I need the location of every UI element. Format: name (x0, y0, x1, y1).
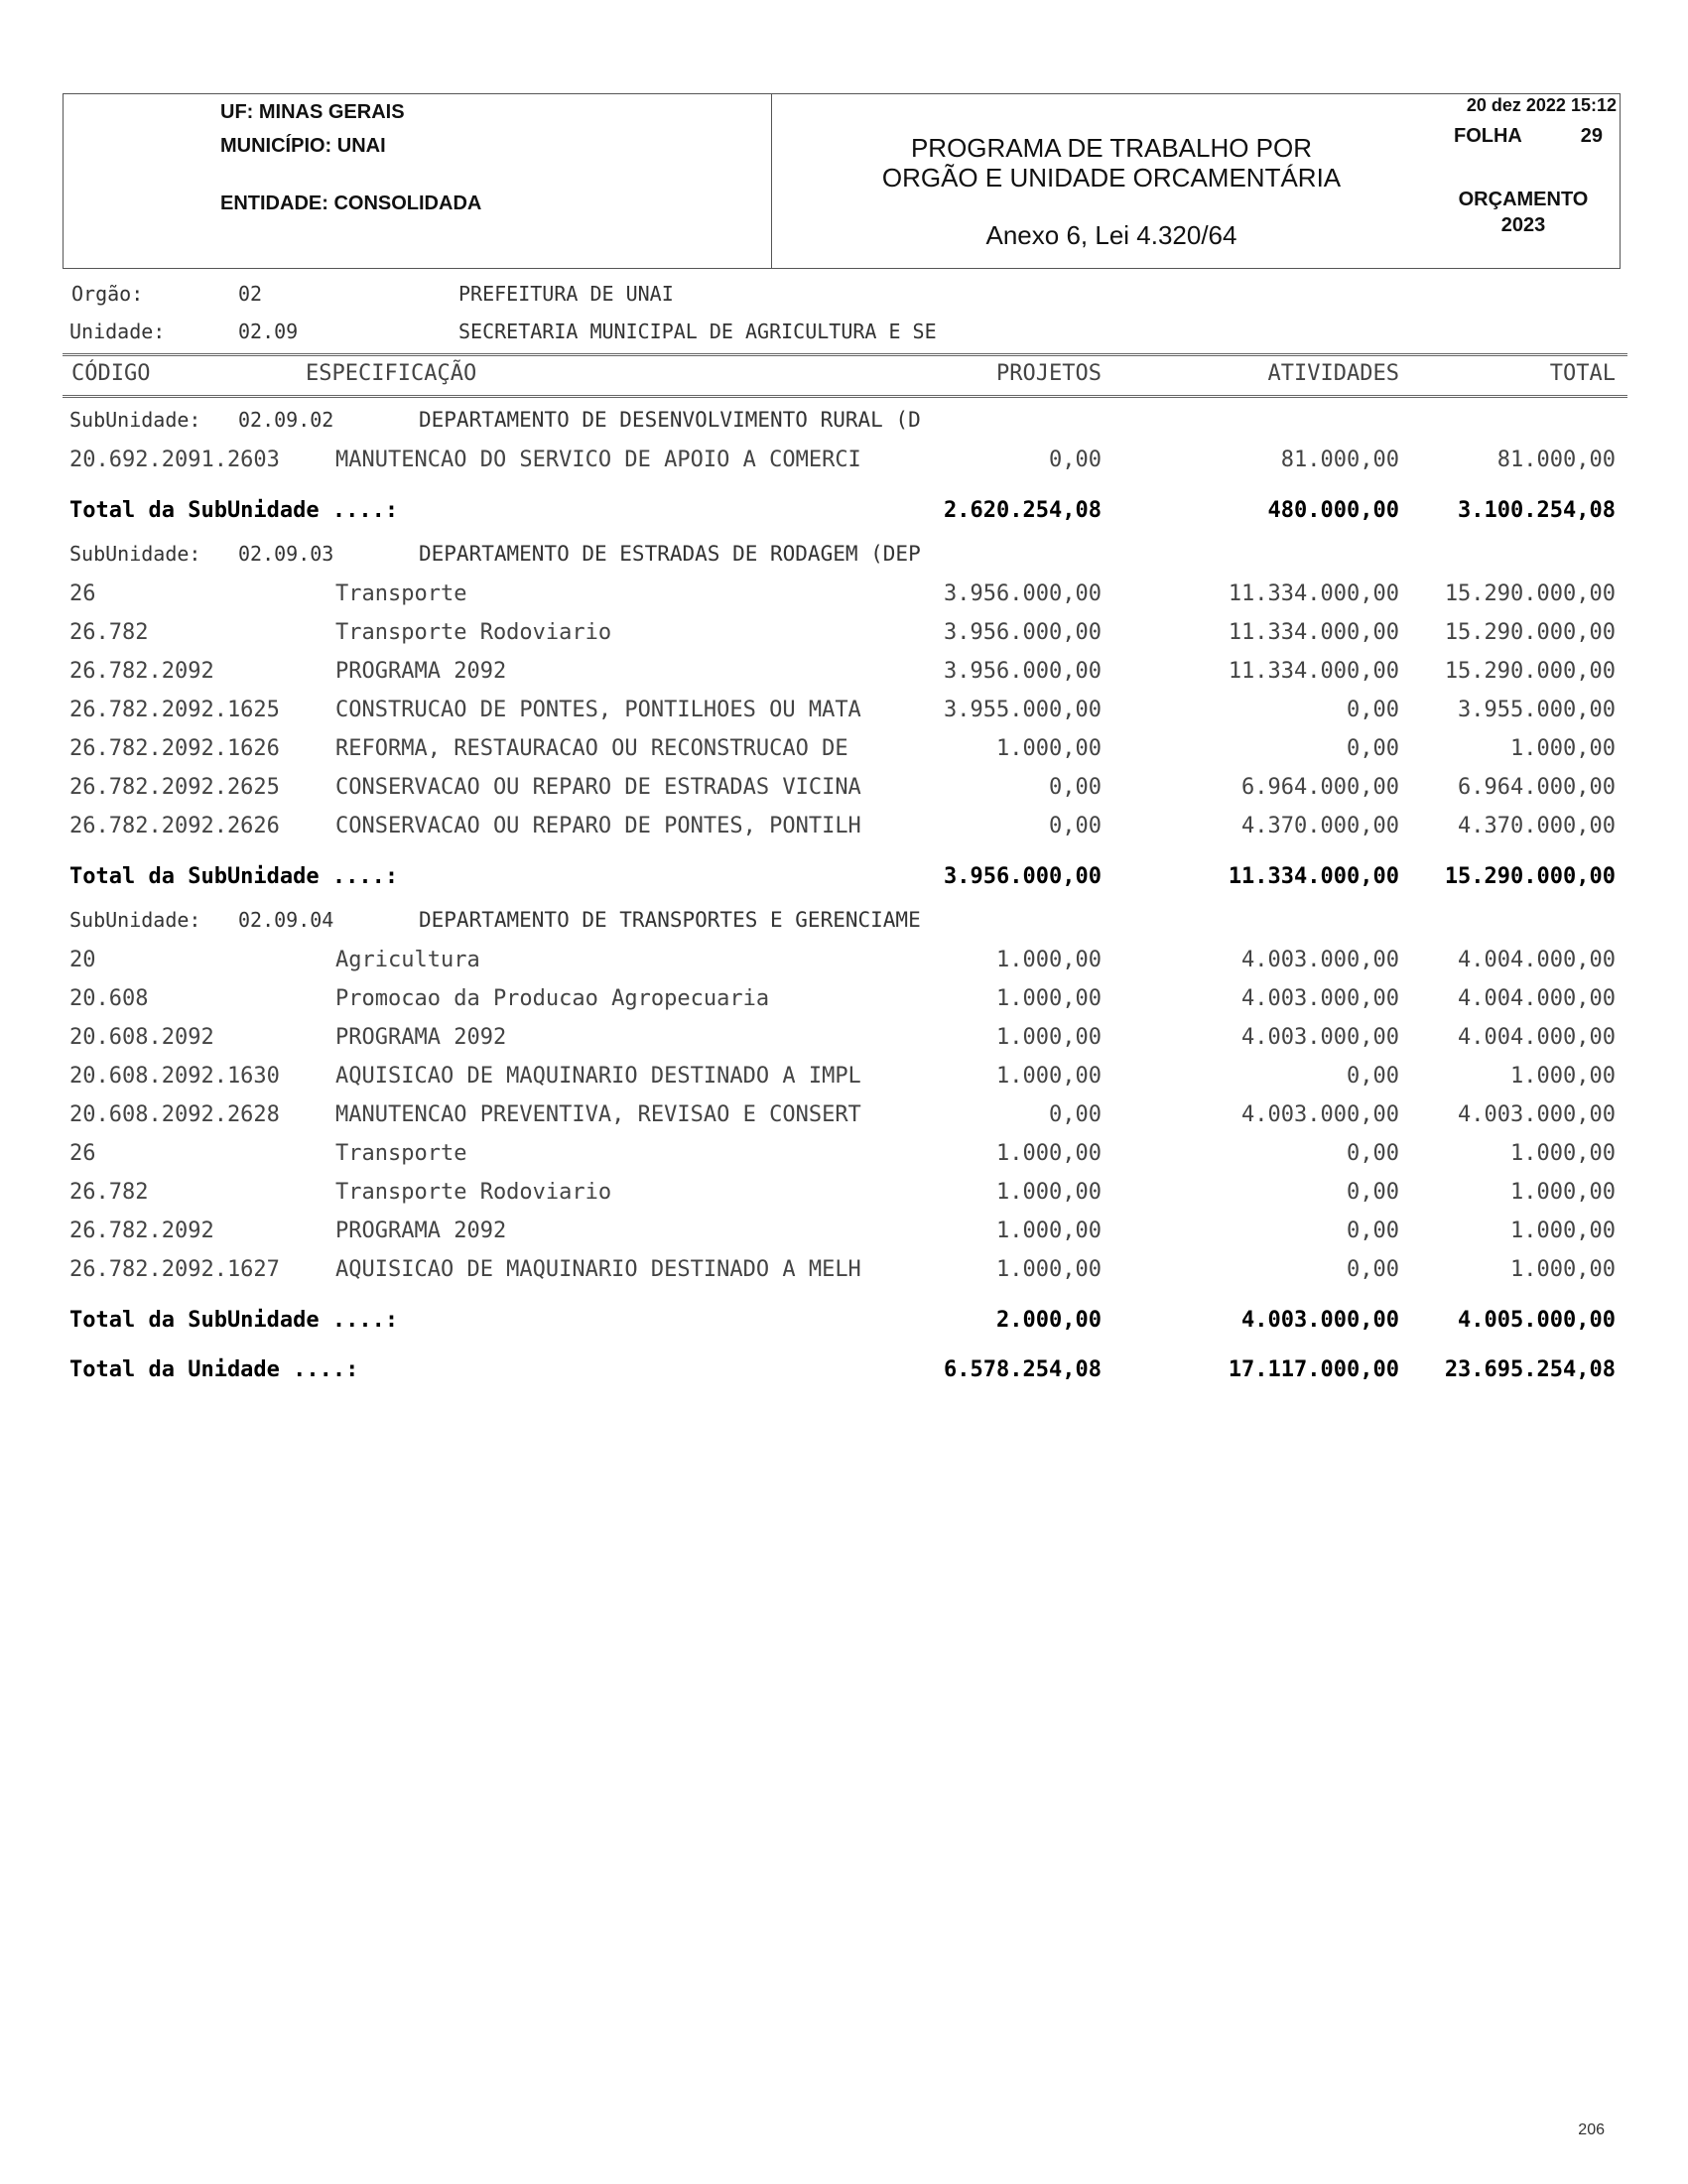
row-desc: Transporte Rodoviario (335, 620, 612, 645)
subunidade-total-row (69, 1308, 1618, 1340)
row-desc: Promocao da Producao Agropecuaria (335, 986, 770, 1011)
row-atividades: 0,00 (1347, 1257, 1399, 1282)
row-atividades: 0,00 (1347, 1141, 1399, 1166)
orgao-label: Orgão: (71, 282, 144, 306)
table-row (69, 448, 1618, 479)
column-headers (69, 361, 1618, 393)
row-total: 15.290.000,00 (1444, 581, 1616, 606)
row-projetos: 1.000,00 (996, 1180, 1102, 1205)
row-atividades: 4.003.000,00 (1241, 1102, 1399, 1127)
row-desc: REFORMA, RESTAURACAO OU RECONSTRUCAO DE (335, 736, 848, 761)
row-code: 26.782.2092 (69, 1219, 214, 1243)
page-number: 206 (1578, 2121, 1605, 2138)
total-atividades: 17.117.000,00 (1228, 1357, 1399, 1382)
table-row (69, 1180, 1618, 1212)
row-atividades: 0,00 (1347, 1219, 1399, 1243)
total-projetos: 6.578.254,08 (944, 1357, 1102, 1382)
row-total: 1.000,00 (1510, 1064, 1616, 1089)
row-atividades: 11.334.000,00 (1228, 581, 1399, 606)
total-label: Total da SubUnidade ....: (69, 498, 399, 523)
row-projetos: 1.000,00 (996, 1025, 1102, 1050)
unidade-code: 02.09 (238, 320, 299, 343)
row-desc: PROGRAMA 2092 (335, 1025, 507, 1050)
row-code: 26.782.2092.2625 (69, 775, 280, 800)
col-atividades: ATIVIDADES (1267, 361, 1399, 386)
row-code: 26 (69, 1141, 96, 1166)
subunidade-name: DEPARTAMENTO DE ESTRADAS DE RODAGEM (DEP (419, 542, 921, 566)
row-desc: MANUTENCAO PREVENTIVA, REVISAO E CONSERT (335, 1102, 861, 1127)
row-total: 6.964.000,00 (1458, 775, 1616, 800)
row-atividades: 0,00 (1347, 698, 1399, 722)
row-atividades: 6.964.000,00 (1241, 775, 1399, 800)
total-projetos: 2.000,00 (996, 1308, 1102, 1333)
row-desc: CONSERVACAO OU REPARO DE PONTES, PONTILH (335, 814, 861, 838)
row-total: 4.004.000,00 (1458, 1025, 1616, 1050)
orgao-name: PREFEITURA DE UNAI (458, 282, 674, 306)
entidade-label: ENTIDADE: CONSOLIDADA (220, 193, 482, 214)
row-total: 81.000,00 (1496, 448, 1616, 472)
col-total: TOTAL (1549, 361, 1616, 386)
total-label: Total da SubUnidade ....: (69, 1308, 399, 1333)
table-row (69, 736, 1618, 768)
subunidade-header (69, 408, 1618, 440)
row-code: 26.782.2092.1627 (69, 1257, 280, 1282)
total-total: 3.100.254,08 (1458, 498, 1616, 523)
row-atividades: 4.003.000,00 (1241, 1025, 1399, 1050)
folha-label: FOLHA (1454, 125, 1522, 147)
total-total: 15.290.000,00 (1444, 864, 1616, 889)
table-row (69, 1064, 1618, 1095)
subunidade-code: 02.09.04 (238, 908, 334, 932)
report-annex: Anexo 6, Lei 4.320/64 (985, 220, 1237, 250)
col-especificacao: ESPECIFICAÇÃO (306, 361, 477, 386)
row-desc: MANUTENCAO DO SERVICO DE APOIO A COMERCI (335, 448, 861, 472)
table-row (69, 1257, 1618, 1289)
row-atividades: 0,00 (1347, 736, 1399, 761)
table-row (69, 659, 1618, 691)
row-total: 4.003.000,00 (1458, 1102, 1616, 1127)
report-datetime: 20 dez 2022 15:12 (1466, 95, 1617, 115)
row-atividades: 4.370.000,00 (1241, 814, 1399, 838)
table-row (69, 698, 1618, 729)
subunidade-name: DEPARTAMENTO DE TRANSPORTES E GERENCIAME (419, 908, 921, 932)
row-desc: PROGRAMA 2092 (335, 659, 507, 684)
table-row (69, 948, 1618, 979)
row-total: 4.004.000,00 (1458, 986, 1616, 1011)
subunidade-code: 02.09.03 (238, 542, 334, 566)
row-total: 1.000,00 (1510, 1180, 1616, 1205)
row-code: 26 (69, 581, 96, 606)
subunidade-total-row (69, 498, 1618, 530)
row-total: 3.955.000,00 (1458, 698, 1616, 722)
row-projetos: 1.000,00 (996, 1257, 1102, 1282)
total-label: Total da Unidade ....: (69, 1357, 359, 1382)
header-rule-top (63, 353, 1627, 356)
row-code: 20.608 (69, 986, 149, 1011)
row-desc: Agricultura (335, 948, 480, 972)
unidade-total-row (69, 1357, 1618, 1389)
row-code: 26.782.2092.2626 (69, 814, 280, 838)
row-atividades: 4.003.000,00 (1241, 986, 1399, 1011)
row-code: 20.692.2091.2603 (69, 448, 280, 472)
total-atividades: 480.000,00 (1267, 498, 1399, 523)
municipio-label: MUNICÍPIO: UNAI (220, 135, 386, 157)
row-desc: CONSTRUCAO DE PONTES, PONTILHOES OU MATA (335, 698, 861, 722)
row-projetos: 1.000,00 (996, 986, 1102, 1011)
subunidade-label: SubUnidade: (69, 908, 201, 932)
total-label: Total da SubUnidade ....: (69, 864, 399, 889)
subunidade-total-row (69, 864, 1618, 896)
subunidade-label: SubUnidade: (69, 408, 201, 432)
row-desc: CONSERVACAO OU REPARO DE ESTRADAS VICINA (335, 775, 861, 800)
row-desc: Transporte (335, 581, 467, 606)
row-total: 15.290.000,00 (1444, 620, 1616, 645)
row-projetos: 0,00 (1049, 448, 1102, 472)
row-desc: PROGRAMA 2092 (335, 1219, 507, 1243)
row-projetos: 1.000,00 (996, 1064, 1102, 1089)
row-code: 26.782 (69, 620, 149, 645)
row-atividades: 0,00 (1347, 1180, 1399, 1205)
row-projetos: 0,00 (1049, 1102, 1102, 1127)
row-projetos: 3.955.000,00 (944, 698, 1102, 722)
row-desc: AQUISICAO DE MAQUINARIO DESTINADO A MELH (335, 1257, 861, 1282)
row-total: 4.004.000,00 (1458, 948, 1616, 972)
table-row (69, 1025, 1618, 1057)
row-atividades: 11.334.000,00 (1228, 659, 1399, 684)
row-projetos: 3.956.000,00 (944, 659, 1102, 684)
row-total: 15.290.000,00 (1444, 659, 1616, 684)
total-total: 4.005.000,00 (1458, 1308, 1616, 1333)
row-total: 1.000,00 (1510, 1219, 1616, 1243)
table-row (69, 1219, 1618, 1250)
report-title-line2: ORGÃO E UNIDADE ORCAMENTÁRIA (881, 163, 1342, 193)
row-projetos: 3.956.000,00 (944, 581, 1102, 606)
row-code: 26.782.2092 (69, 659, 214, 684)
row-atividades: 11.334.000,00 (1228, 620, 1399, 645)
row-projetos: 1.000,00 (996, 948, 1102, 972)
orcamento-label: ORÇAMENTO (1458, 189, 1589, 210)
total-projetos: 3.956.000,00 (944, 864, 1102, 889)
row-desc: Transporte (335, 1141, 467, 1166)
table-row (69, 814, 1618, 845)
table-row (69, 620, 1618, 652)
table-row (69, 986, 1618, 1018)
row-projetos: 1.000,00 (996, 1219, 1102, 1243)
row-atividades: 0,00 (1347, 1064, 1399, 1089)
unidade-label: Unidade: (69, 320, 166, 343)
subunidade-code: 02.09.02 (238, 408, 334, 432)
row-code: 20.608.2092.1630 (69, 1064, 280, 1089)
total-atividades: 11.334.000,00 (1228, 864, 1399, 889)
total-total: 23.695.254,08 (1444, 1357, 1616, 1382)
row-code: 26.782 (69, 1180, 149, 1205)
subunidade-name: DEPARTAMENTO DE DESENVOLVIMENTO RURAL (D (419, 408, 921, 432)
row-code: 20.608.2092.2628 (69, 1102, 280, 1127)
row-code: 20.608.2092 (69, 1025, 214, 1050)
row-total: 1.000,00 (1510, 1141, 1616, 1166)
row-total: 1.000,00 (1510, 1257, 1616, 1282)
total-atividades: 4.003.000,00 (1241, 1308, 1399, 1333)
header-divider (771, 93, 772, 269)
subunidade-label: SubUnidade: (69, 542, 201, 566)
row-projetos: 3.956.000,00 (944, 620, 1102, 645)
table-row (69, 1102, 1618, 1134)
row-projetos: 1.000,00 (996, 1141, 1102, 1166)
unidade-name: SECRETARIA MUNICIPAL DE AGRICULTURA E SE (458, 320, 937, 343)
report-title-line1: PROGRAMA DE TRABALHO POR (910, 133, 1313, 163)
uf-label: UF: MINAS GERAIS (220, 101, 405, 123)
row-projetos: 0,00 (1049, 814, 1102, 838)
orgao-code: 02 (238, 282, 263, 306)
subunidade-header (69, 542, 1618, 574)
header-rule-bottom (63, 395, 1627, 398)
row-code: 26.782.2092.1626 (69, 736, 280, 761)
col-projetos: PROJETOS (996, 361, 1102, 386)
table-row (69, 775, 1618, 807)
folha-number: 29 (1580, 125, 1603, 147)
row-total: 4.370.000,00 (1458, 814, 1616, 838)
row-projetos: 0,00 (1049, 775, 1102, 800)
row-code: 20 (69, 948, 96, 972)
row-total: 1.000,00 (1510, 736, 1616, 761)
row-atividades: 4.003.000,00 (1241, 948, 1399, 972)
total-projetos: 2.620.254,08 (944, 498, 1102, 523)
table-row (69, 581, 1618, 613)
row-desc: Transporte Rodoviario (335, 1180, 612, 1205)
subunidade-header (69, 908, 1618, 940)
col-codigo: CÓDIGO (71, 361, 151, 386)
row-code: 26.782.2092.1625 (69, 698, 280, 722)
row-projetos: 1.000,00 (996, 736, 1102, 761)
row-atividades: 81.000,00 (1280, 448, 1399, 472)
row-desc: AQUISICAO DE MAQUINARIO DESTINADO A IMPL (335, 1064, 861, 1089)
orcamento-year: 2023 (1500, 214, 1546, 236)
table-row (69, 1141, 1618, 1173)
